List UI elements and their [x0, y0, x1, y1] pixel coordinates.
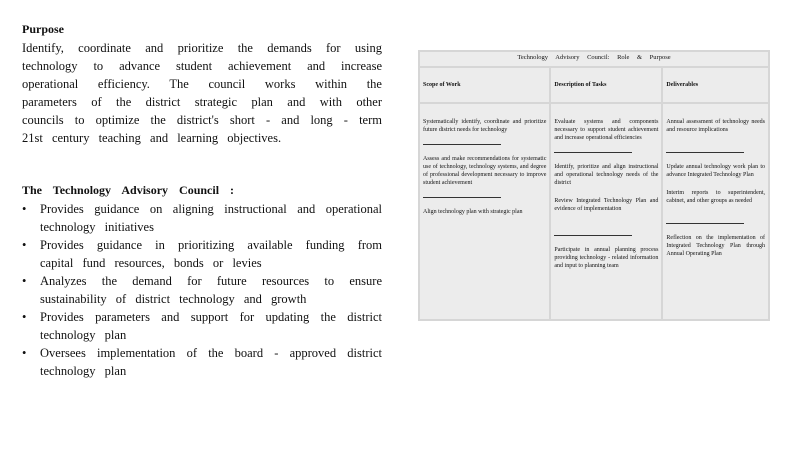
divider	[666, 152, 744, 153]
bullet-icon: •	[22, 202, 27, 216]
task-item: Participate in annual planning process providing technology - related information and input to planning team	[554, 247, 659, 269]
left-column	[22, 22, 382, 380]
table-header-deliverables: Deliverables	[663, 68, 768, 102]
task-item: Identify, prioritize and align instructional and operational technology needs of the district	[554, 164, 659, 186]
role-purpose-table	[418, 50, 770, 321]
task-item: Evaluate systems and components necessary to support student achievement and increase operational efficiencies	[554, 119, 659, 141]
bullet-item: • Provides guidance in prioritizing available funding from capital fund resources, bonds or levies	[22, 238, 382, 270]
bullet-item: • Provides guidance on aligning instructional and operational technology initiatives	[22, 202, 382, 234]
purpose-text: Identify, coordinate and prioritize the demands for using technology to advance student achievement and increase operational efficiency. The council works within the parameters of the district strategic plan and with other councils to optimize the district's short - and long - term 21st century teaching and learning objectives.	[22, 41, 382, 145]
divider	[554, 152, 632, 153]
bullet-icon: •	[22, 274, 27, 288]
bullet-icon: •	[22, 310, 27, 324]
bullet-item: • Analyzes the demand for future resources to ensure sustainability of district technology and growth	[22, 274, 382, 306]
council-heading: The Technology Advisory Council :	[22, 183, 235, 197]
table-header-tasks: Description of Tasks	[551, 68, 661, 102]
deliverable-item: Reflection on the implementation of Integrated Technology Plan through Annual Operating Plan	[666, 235, 765, 257]
divider	[423, 144, 501, 145]
bullet-icon: •	[22, 346, 27, 360]
scope-item: Systematically identify, coordinate and prioritize future district needs for technology	[423, 119, 547, 133]
table-header-scope: Scope of Work	[420, 68, 549, 102]
tasks-cell	[551, 104, 661, 319]
purpose-heading: Purpose	[22, 22, 64, 36]
bullet-icon: •	[22, 238, 27, 252]
deliverables-cell	[663, 104, 768, 319]
scope-cell	[420, 104, 549, 319]
deliverable-item: Annual assessment of technology needs and resource implications	[666, 119, 765, 133]
task-item: Review Integrated Technology Plan and evidence of implementation	[554, 198, 659, 212]
council-bullet-list	[22, 200, 382, 380]
divider	[554, 235, 632, 236]
table-title: Technology Advisory Council: Role & Purpose	[420, 52, 768, 66]
scope-item: Align technology plan with strategic plan	[423, 209, 523, 215]
scope-item: Assess and make recommendations for systematic use of technology, technology systems, and degree of professional development necessary to improve student achievement	[423, 156, 547, 186]
bullet-item: • Provides parameters and support for updating the district technology plan	[22, 310, 382, 342]
deliverable-item: Interim reports to superintendent, cabinet, and other groups as needed	[666, 190, 765, 204]
deliverable-item: Update annual technology work plan to advance Integrated Technology Plan	[666, 164, 765, 178]
bullet-item: • Oversees implementation of the board - approved district technology plan	[22, 346, 382, 378]
divider	[423, 197, 501, 198]
divider	[666, 223, 744, 224]
